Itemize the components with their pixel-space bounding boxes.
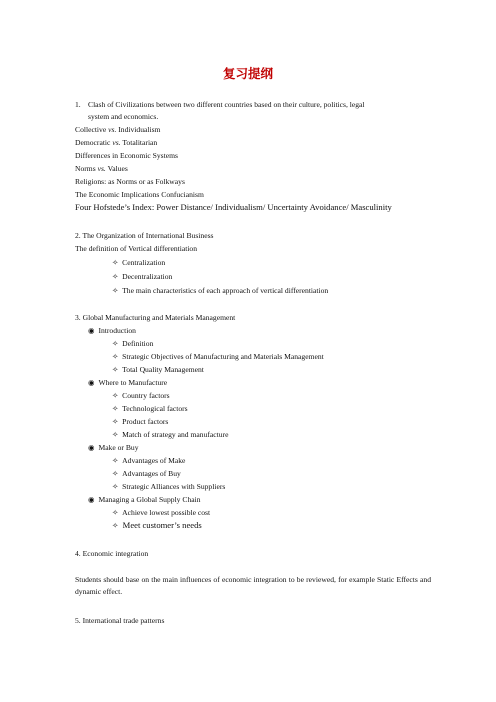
item-text: The main characteristics of each approach of vertical differentiation — [122, 286, 329, 295]
item-text: Advantages of Make — [122, 456, 186, 465]
diamond-bullet-icon: ✧ — [112, 352, 119, 361]
section2-sub: The definition of Vertical differentiation — [75, 244, 198, 253]
vs-text: vs. — [108, 125, 117, 134]
section3-item — [112, 468, 181, 479]
section3-item — [112, 429, 228, 440]
section1-line-religions: Religions: as Norms or as Folkways — [75, 177, 185, 186]
item-text: Match of strategy and manufacture — [122, 430, 229, 439]
section4-heading: 4. Economic integration — [75, 549, 149, 558]
circle-bullet-icon: ◉ — [88, 378, 95, 387]
diamond-bullet-icon: ✧ — [112, 365, 119, 374]
section1-line-confucianism: The Economic Implications Confucianism — [75, 190, 204, 199]
group-label-text: Make or Buy — [98, 443, 139, 452]
item-text: Technological factors — [122, 404, 188, 413]
item-text: Total Quality Management — [122, 365, 204, 374]
item-text: Achieve lowest possible cost — [122, 508, 211, 517]
term-b: Individualism — [118, 125, 161, 134]
section2-item — [112, 271, 172, 282]
group-label-text: Introduction — [98, 326, 136, 335]
term-b: Values — [107, 164, 128, 173]
item-text: Country factors — [122, 391, 170, 400]
diamond-bullet-icon: ✧ — [112, 508, 119, 517]
section3-item — [112, 364, 204, 375]
diamond-bullet-icon: ✧ — [112, 521, 119, 530]
diamond-bullet-icon: ✧ — [112, 430, 119, 439]
section3-item — [112, 455, 185, 466]
section3-heading: 3. Global Manufacturing and Materials Management — [75, 313, 236, 322]
item-text: Strategic Objectives of Manufacturing and Materials Management — [122, 352, 324, 361]
page-title: 复习提纲 — [222, 66, 273, 81]
section1-line-collective — [75, 124, 160, 135]
section3-item — [112, 351, 324, 362]
section3-item — [112, 403, 188, 414]
item-text: Definition — [122, 339, 154, 348]
diamond-bullet-icon: ✧ — [112, 272, 119, 281]
diamond-bullet-icon: ✧ — [112, 482, 119, 491]
section3-group-label — [88, 325, 136, 336]
section1-line-democratic — [75, 137, 157, 148]
circle-bullet-icon: ◉ — [88, 495, 95, 504]
diamond-bullet-icon: ✧ — [112, 417, 119, 426]
diamond-bullet-icon: ✧ — [112, 391, 119, 400]
diamond-bullet-icon: ✧ — [112, 339, 119, 348]
section5-heading: 5. International trade patterns — [75, 616, 165, 625]
section3-item — [112, 507, 210, 518]
diamond-bullet-icon: ✧ — [112, 286, 119, 295]
section1-number: 1. — [75, 100, 81, 109]
diamond-bullet-icon: ✧ — [112, 258, 119, 267]
section3-group-label — [88, 377, 167, 388]
item-text: Meet customer’s needs — [122, 520, 202, 530]
vs-text: vs. — [112, 138, 121, 147]
section4-paragraph: Students should base on the main influences of economic integration to be reviewed, for example Static Effects and dynamic effect. — [75, 575, 431, 596]
section2-item — [112, 285, 328, 296]
term-a: Democratic — [75, 138, 111, 147]
term-a: Norms — [75, 164, 96, 173]
item-text: Centralization — [122, 258, 166, 267]
term-a: Collective — [75, 125, 107, 134]
section3-group-label — [88, 442, 139, 453]
section3-item — [112, 390, 170, 401]
group-label-text: Where to Manufacture — [98, 378, 168, 387]
item-text: Strategic Alliances with Suppliers — [122, 482, 226, 491]
section3-item — [112, 416, 168, 427]
section1-hofstede: Four Hofstede’s Index: Power Distance/ Individualism/ Uncertainty Avoidance/ Masculinity — [75, 202, 392, 212]
section2-item — [112, 257, 165, 268]
item-text: Decentralization — [122, 272, 173, 281]
section3-item — [112, 481, 225, 492]
diamond-bullet-icon: ✧ — [112, 469, 119, 478]
vs-text: vs. — [97, 164, 106, 173]
section1-text-line2: system and economics. — [88, 112, 159, 121]
section2-heading: 2. The Organization of International Business — [75, 231, 214, 240]
circle-bullet-icon: ◉ — [88, 326, 95, 335]
group-label-text: Managing a Global Supply Chain — [98, 495, 201, 504]
section3-item — [112, 338, 153, 349]
item-text: Product factors — [122, 417, 169, 426]
section1-line-economic-systems: Differences in Economic Systems — [75, 151, 178, 160]
section3-item — [112, 520, 202, 531]
section1-text-line1: Clash of Civilizations between two different countries based on their culture, politics, legal — [88, 100, 365, 109]
section1-line-norms — [75, 163, 128, 174]
term-b: Totalitarian — [122, 138, 158, 147]
section3-group-label — [88, 494, 201, 505]
diamond-bullet-icon: ✧ — [112, 456, 119, 465]
item-text: Advantages of Buy — [122, 469, 181, 478]
diamond-bullet-icon: ✧ — [112, 404, 119, 413]
circle-bullet-icon: ◉ — [88, 443, 95, 452]
